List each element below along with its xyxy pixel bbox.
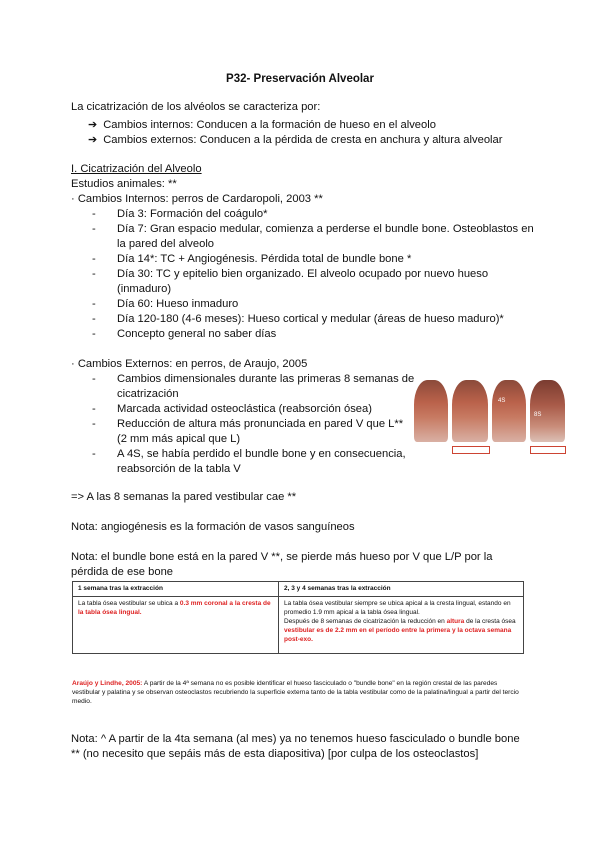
section-heading: I. Cicatrización del Alveolo <box>71 163 202 175</box>
note-fasciculado: Nota: ^ A partir de la 4ta semana (al mes) ya no tenemos hueso fasciculado o bundle bone <box>71 733 520 745</box>
note-fasciculado-continued: ** (no necesito que sepáis más de esta diapositiva) [por culpa de los osteoclastos] <box>71 748 479 760</box>
scale-marker <box>452 446 490 454</box>
histology-section <box>492 380 526 442</box>
histology-section <box>530 380 565 442</box>
list-item-continued: (inmaduro) <box>117 283 172 295</box>
list-item: - Cambios dimensionales durante las primeras 8 semanas de <box>92 373 415 385</box>
conclusion: => A las 8 semanas la pared vestibular cae ** <box>71 491 297 503</box>
scale-marker <box>530 446 566 454</box>
table-header: 2, 3 y 4 semanas tras la extracción <box>279 582 524 597</box>
list-item: - Día 7: Gran espacio medular, comienza a perderse el bundle bone. Osteoblastos en <box>92 223 534 235</box>
table-header: 1 semana tras la extracción <box>73 582 279 597</box>
arrow-icon: ➔ <box>88 134 98 146</box>
reference-table <box>72 581 524 654</box>
list-item-continued: la pared del alveolo <box>117 238 215 250</box>
internal-heading: · Cambios Internos: perros de Cardaropoli, 2003 ** <box>71 193 323 205</box>
photo-label: 8S <box>534 412 542 418</box>
table-cell: La tabla ósea vestibular se ubica a 0.3 mm coronal a la cresta de la tabla ósea lingual. <box>73 597 279 654</box>
list-item-continued: (2 mm más apical que L) <box>117 433 241 445</box>
note-bundle-bone: Nota: el bundle bone está en la pared V **, se pierde más hueso por V que L/P por la <box>71 551 493 563</box>
note-angiogenesis: Nota: angiogénesis es la formación de vasos sanguíneos <box>71 521 355 533</box>
intro-text: La cicatrización de los alvéolos se caracteriza por: <box>71 101 321 113</box>
studies-label: Estudios animales: ** <box>71 178 177 190</box>
list-item: - Día 14*: TC + Angiogénesis. Pérdida total de bundle bone * <box>92 253 412 265</box>
list-item-continued: reabsorción de la tabla V <box>117 463 241 475</box>
table-cell: La tabla ósea vestibular siempre se ubica apical a la cresta lingual, estando en promedio 1.9 mm apical a la tabla ósea lingual. Después de 8 semanas de cicatrización la reducción en altura de la cresta ósea vestibular es de 2.2 mm en el período entre la primera y la octava semana post-exo. <box>279 597 524 654</box>
histology-image <box>412 376 567 456</box>
list-item: - Marcada actividad osteoclástica (reabsorción ósea) <box>92 403 372 415</box>
list-item: - Reducción de altura más pronunciada en pared V que L** <box>92 418 404 430</box>
list-item: - Día 120-180 (4-6 meses): Hueso cortical y medular (áreas de hueso maduro)* <box>92 313 504 325</box>
note-bundle-bone-continued: pérdida de ese bone <box>71 566 174 578</box>
list-item-continued: cicatrización <box>117 388 179 400</box>
list-item: - Concepto general no saber días <box>92 328 277 340</box>
photo-label: 4S <box>498 398 506 404</box>
list-item: - Día 3: Formación del coágulo* <box>92 208 268 220</box>
arrow-icon: ➔ <box>88 119 98 131</box>
page-title: P32- Preservación Alveolar <box>226 73 374 85</box>
list-item: - Día 60: Hueso inmaduro <box>92 298 239 310</box>
external-heading: · Cambios Externos: en perros, de Araujo, 2005 <box>71 358 308 370</box>
intro-bullet: ➔ Cambios externos: Conducen a la pérdida de cresta en anchura y altura alveolar <box>88 134 503 146</box>
histology-section <box>414 380 448 442</box>
histology-section <box>452 380 488 442</box>
list-item: - A 4S, se había perdido el bundle bone y en consecuencia, <box>92 448 406 460</box>
intro-bullet: ➔ Cambios internos: Conducen a la formación de hueso en el alveolo <box>88 119 436 131</box>
list-item: - Día 30: TC y epitelio bien organizado. El alveolo ocupado por nuevo hueso <box>92 268 489 280</box>
citation: Araújo y Lindhe, 2005: A partir de la 4ª semana no es posible identificar el hueso fasciculado o "bundle bone" en la región crestal de las paredes vestibular y palatina y se observan osteoclastos recubriendo la superficie externa tanto de la tabla vestibular como de la palatina/lingual a partir del tercio medio. <box>72 680 519 705</box>
